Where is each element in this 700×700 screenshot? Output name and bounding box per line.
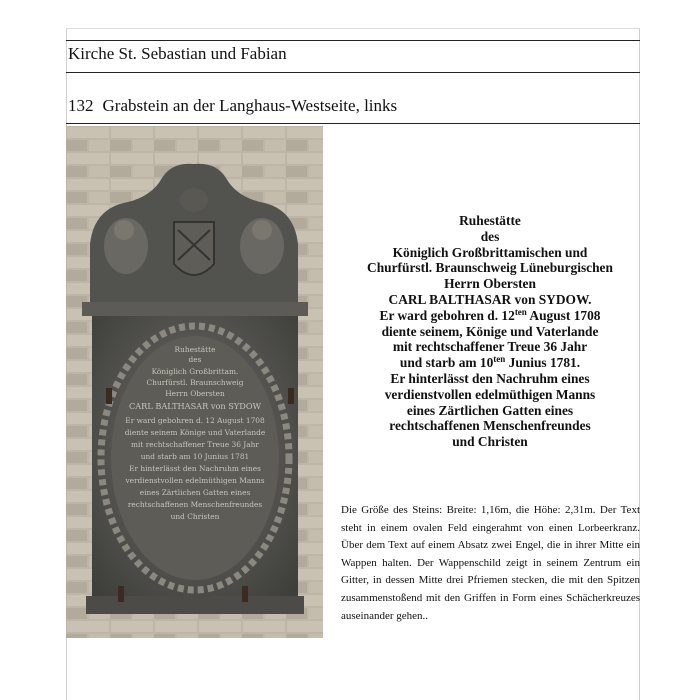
item-title: Grabstein an der Langhaus-Westseite, links	[102, 96, 398, 115]
inscription-line: eines Zärtlichen Gatten eines	[406, 402, 574, 418]
stone-line-4: Churfürstl. Braunschweig	[146, 378, 244, 387]
stone-line-7: Er ward gebohren d. 12 August 1708	[125, 416, 265, 425]
stone-line-2: des	[188, 355, 202, 364]
inscription-line: Königlich Großbrittamischen und	[392, 244, 588, 260]
inscription-line: und Christen	[452, 434, 528, 450]
stone-line-1: Ruhestätte	[174, 345, 216, 354]
item-number: 132	[68, 96, 94, 115]
top-rule	[66, 40, 640, 41]
stone-description: Die Größe des Steins: Breite: 1,16m, die Höhe: 2,31m. Der Text steht in einem ovalen Feld eingerahmt von einen Lorbeerkranz. Über dem Text auf einem Absatz zwei Engel, die in ihrer Mitte ein Wappen halten. Der Wappenschild zeigt in seinem Zentrum ein Gitter, in dessen Mitte drei Pfriemen stecken, die mit den Spitzen zusammenstoßend mit den Griffen in Form eines Schächerkreuzes auseinander gehen..	[341, 504, 640, 622]
section-rule	[66, 123, 640, 124]
inscription-line: CARL BALTHASAR von SYDOW.	[388, 291, 592, 307]
stone-line-3: Königlich Großbrittam.	[151, 367, 239, 376]
inscription-line: des	[480, 228, 500, 244]
stone-line-11: Er hinterlässt den Nachruhm eines	[129, 464, 261, 473]
inscription-line: Er hinterlässt den Nachruhm eines	[390, 370, 590, 386]
inscription-line: verdienstvollen edelmüthigen Manns	[384, 386, 596, 402]
stone-line-12: verdienstvollen edelmüthigen Manns	[125, 476, 265, 485]
inscription-line: mit rechtschaffener Treue 36 Jahr	[392, 339, 588, 355]
church-heading: Kirche St. Sebastian und Fabian	[68, 44, 287, 63]
item-heading	[68, 96, 397, 116]
stone-line-5: Herrn Obersten	[165, 389, 225, 398]
stone-line-15: und Christen	[170, 512, 220, 521]
middle-rule	[66, 72, 640, 73]
stone-line-6: CARL BALTHASAR von SYDOW	[128, 401, 262, 411]
inscription-transcription	[340, 213, 640, 450]
stone-line-13: eines Zärtlichen Gatten eines	[139, 488, 251, 497]
inscription-line: diente seinem, Könige und Vaterlande	[381, 323, 599, 339]
gravestone-photo	[66, 126, 323, 638]
inscription-line: Churfürstl. Braunschweig Lüneburgischen	[367, 260, 613, 276]
stone-line-14: rechtschaffenen Menschenfreundes	[127, 500, 263, 509]
inscription-died-line: und starb am $10^{ten}$ Junius 1781.	[399, 354, 581, 371]
stone-line-10: und starb am 10 Junius 1781	[140, 452, 250, 461]
inscription-line: Ruhestätte	[459, 213, 521, 228]
stone-line-8: diente seinem Könige und Vaterlande	[124, 428, 266, 437]
inscription-line: Herrn Obersten	[444, 276, 536, 292]
inscription-line: rechtschaffenen Menschenfreundes	[389, 418, 591, 434]
inscription-born-line: Er ward gebohren d. $12^{ten}$ August 1708	[379, 306, 601, 323]
stone-line-9: mit rechtschaffener Treue 36 Jahr	[131, 440, 259, 449]
